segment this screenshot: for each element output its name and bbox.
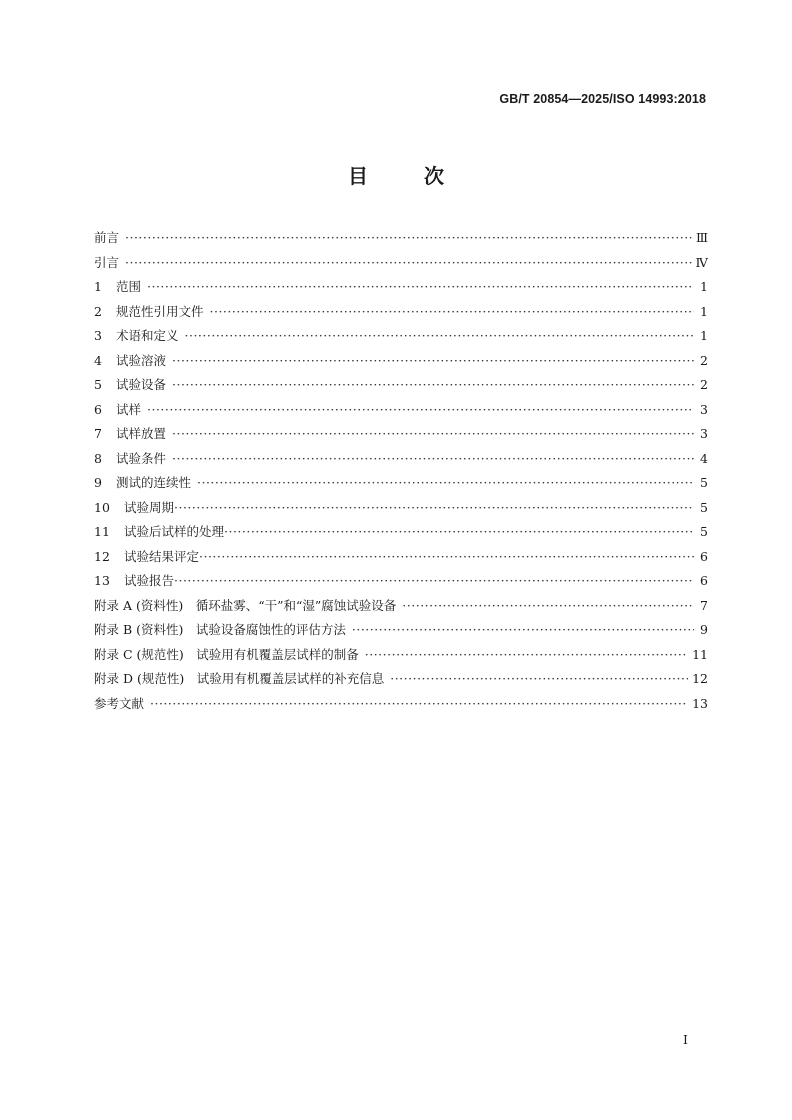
page-folio: I (683, 1032, 688, 1047)
toc-leader (172, 349, 694, 374)
toc-leader (174, 569, 694, 594)
toc-leader (210, 300, 694, 325)
toc-page-number: 7 (700, 597, 708, 613)
toc-entry-bibliography[interactable] (94, 692, 708, 717)
toc-label: 测试的连续性 (116, 475, 192, 490)
toc-number: 8 (94, 450, 102, 466)
toc-label: 试验报告 (124, 573, 175, 588)
toc-page-number: 4 (700, 450, 708, 466)
toc-entry-annex-c[interactable] (94, 643, 708, 668)
toc-number: 1 (94, 279, 102, 294)
toc-page-number: 1 (700, 279, 708, 294)
toc-leader (352, 618, 694, 643)
toc-entry-6[interactable] (94, 398, 708, 423)
toc-entry-annex-b[interactable] (94, 618, 708, 643)
toc-entry-introduction[interactable] (94, 251, 708, 276)
title-char-2: 次 (424, 164, 444, 188)
toc-page-number: 12 (692, 671, 708, 686)
toc-label: 附录 D (规范性) 试验用有机覆盖层试样的补充信息 (94, 671, 385, 686)
toc-entry-2[interactable] (94, 300, 708, 325)
toc-leader (365, 643, 688, 668)
toc-number: 10 (94, 499, 110, 515)
toc-entry-4[interactable] (94, 349, 708, 374)
toc-leader (174, 496, 694, 521)
toc-leader (224, 520, 694, 545)
toc-leader (199, 545, 694, 570)
toc-leader (402, 594, 694, 619)
standard-number: GB/T 20854—2025/ISO 14993:2018 (499, 92, 706, 106)
toc-number: 2 (94, 303, 102, 319)
toc-leader (172, 447, 694, 472)
toc-label: 试验周期 (124, 499, 175, 515)
toc-page-number: 5 (700, 475, 708, 490)
toc-entry-11[interactable] (94, 520, 708, 545)
toc-number: 7 (94, 426, 102, 441)
toc-page-number: Ⅳ (695, 254, 708, 270)
toc-number: 9 (94, 475, 102, 490)
toc-leader (172, 422, 694, 447)
toc-leader (147, 275, 694, 300)
toc-leader (125, 226, 692, 251)
toc-entry-8[interactable] (94, 447, 708, 472)
toc-page-number: 11 (692, 646, 708, 662)
page-title (0, 160, 792, 189)
toc-label: 试样 (116, 401, 142, 417)
toc-page-number: 13 (692, 695, 708, 711)
toc-entry-12[interactable] (94, 545, 708, 570)
toc-label: 附录 C (规范性) 试验用有机覆盖层试样的制备 (94, 646, 359, 662)
toc-label: 试验后试样的处理 (124, 524, 225, 539)
toc-label: 试验条件 (116, 450, 167, 466)
toc-label: 试样放置 (116, 426, 167, 441)
toc-leader (390, 667, 688, 692)
toc-leader (172, 373, 694, 398)
toc-leader (197, 471, 694, 496)
toc-label: 附录 B (资料性) 试验设备腐蚀性的评估方法 (94, 622, 346, 637)
toc-entry-3[interactable] (94, 324, 708, 349)
toc-page-number: 6 (700, 548, 708, 564)
toc-label: 试验设备 (116, 377, 167, 392)
toc-page-number: 3 (700, 401, 708, 417)
toc-entry-1[interactable] (94, 275, 708, 300)
toc-number: 6 (94, 401, 102, 417)
toc-label: 前言 (94, 230, 120, 245)
toc-entry-preface[interactable] (94, 226, 708, 251)
toc-page-number: 1 (700, 328, 708, 343)
toc-number: 4 (94, 352, 102, 368)
toc-leader (147, 398, 694, 423)
toc-number: 5 (94, 377, 102, 392)
toc-label: 试验溶液 (116, 352, 167, 368)
toc-entry-10[interactable] (94, 496, 708, 521)
table-of-contents (94, 226, 708, 716)
toc-leader (150, 692, 688, 717)
toc-label: 规范性引用文件 (116, 303, 204, 319)
toc-label: 试验结果评定 (124, 548, 200, 564)
toc-number: 3 (94, 328, 102, 343)
toc-entry-5[interactable] (94, 373, 708, 398)
toc-page-number: 9 (700, 622, 708, 637)
toc-label: 引言 (94, 254, 120, 270)
toc-page-number: 5 (700, 524, 708, 539)
toc-page-number: 6 (700, 573, 708, 588)
toc-page-number: 2 (700, 352, 708, 368)
toc-number: 12 (94, 548, 110, 564)
toc-leader (125, 251, 691, 276)
toc-entry-annex-a[interactable] (94, 594, 708, 619)
toc-page-number: Ⅲ (695, 230, 708, 245)
toc-entry-annex-d[interactable] (94, 667, 708, 692)
title-char-1: 目 (348, 164, 368, 188)
toc-leader (185, 324, 694, 349)
toc-number: 13 (94, 573, 110, 588)
toc-page-number: 1 (700, 303, 708, 319)
toc-label: 附录 A (资料性) 循环盐雾、“干”和“湿”腐蚀试验设备 (94, 597, 397, 613)
toc-page-number: 3 (700, 426, 708, 441)
toc-label: 术语和定义 (116, 328, 179, 343)
toc-entry-9[interactable] (94, 471, 708, 496)
toc-label: 范围 (116, 279, 142, 294)
toc-number: 11 (94, 524, 110, 539)
toc-page-number: 2 (700, 377, 708, 392)
toc-page-number: 5 (700, 499, 708, 515)
toc-entry-13[interactable] (94, 569, 708, 594)
toc-label: 参考文献 (94, 695, 145, 711)
toc-entry-7[interactable] (94, 422, 708, 447)
